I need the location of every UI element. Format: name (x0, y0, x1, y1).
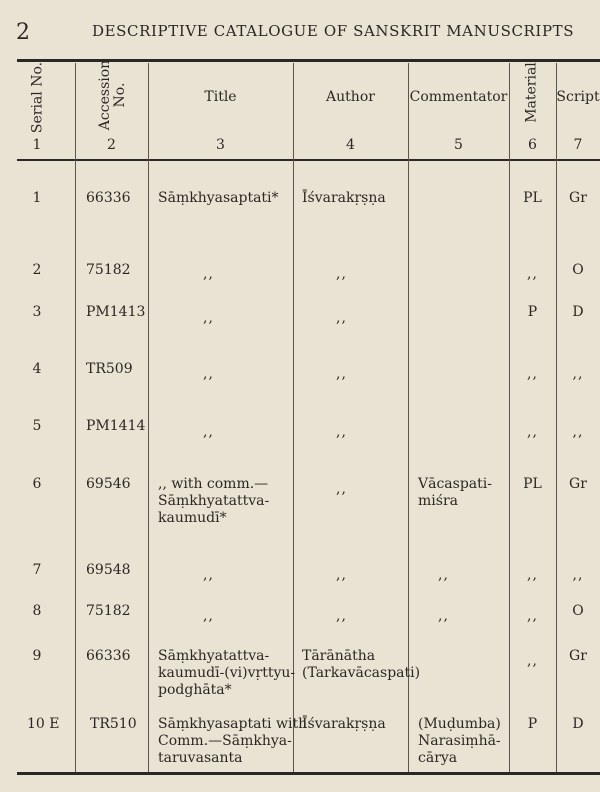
col-number: 6 (528, 137, 537, 153)
cell-material: ,, (527, 266, 538, 282)
cell-title: ,, (203, 424, 214, 440)
cell-serial: 3 (32, 304, 42, 320)
cell-script: ,, (572, 366, 584, 382)
col-number: 7 (573, 137, 583, 153)
cell-accession: TR509 (86, 361, 133, 377)
cell-accession: 66336 (86, 190, 131, 206)
cell-title: ,, (203, 366, 214, 382)
cell-title: ,, (203, 567, 214, 583)
page-number: 2 (16, 20, 30, 45)
running-head: DESCRIPTIVE CATALOGUE OF SANSKRIT MANUSCRIPTS (92, 22, 575, 40)
column-divider (556, 63, 557, 772)
col-header-material: Material (523, 62, 540, 123)
col-number: 4 (346, 137, 355, 153)
column-divider (75, 63, 76, 772)
cell-author: ,, (336, 608, 347, 624)
col-header-commentator: Commentator (409, 89, 508, 105)
cell-material: ,, (527, 366, 538, 382)
cell-script: O (572, 262, 584, 278)
cell-title: ,, with comm.— Sāṃkhyatattva- kaumudī* (158, 476, 270, 526)
cell-commentator: ,, (438, 567, 449, 583)
cell-serial: 4 (32, 361, 42, 377)
col-number: 3 (216, 137, 225, 153)
cell-script: ,, (572, 567, 584, 583)
cell-serial: 6 (32, 476, 42, 492)
cell-material: PL (523, 190, 542, 206)
cell-script: ,, (572, 424, 584, 440)
col-number: 5 (454, 137, 463, 153)
col-header-title: Title (204, 89, 237, 105)
col-number: 2 (107, 137, 116, 153)
cell-accession: TR510 (90, 716, 137, 732)
cell-author: ,, (336, 366, 347, 382)
cell-material: P (527, 304, 538, 320)
column-divider (148, 63, 149, 772)
cell-serial: 10 E (27, 716, 60, 732)
cell-script: Gr (569, 476, 587, 492)
col-header-accession: Accession No. (97, 59, 128, 131)
cell-material: P (527, 716, 538, 732)
cell-script: Gr (569, 190, 587, 206)
cell-author: ,, (336, 481, 347, 497)
cell-material: ,, (527, 608, 538, 624)
cell-serial: 9 (32, 648, 42, 664)
cell-author: Īśvarakṛṣṇa (302, 716, 386, 732)
col-number: 1 (32, 137, 42, 153)
cell-material: ,, (527, 653, 538, 669)
col-header-script: Script (556, 89, 600, 105)
cell-author: ,, (336, 567, 347, 583)
cell-serial: 8 (32, 603, 42, 619)
cell-title: Sāṃkhyasaptati with Comm.—Sāṃkhya- taruvasanta (158, 716, 308, 766)
cell-material: ,, (527, 567, 538, 583)
cell-script: D (572, 304, 584, 320)
cell-author: ,, (336, 424, 347, 440)
cell-accession: 75182 (86, 262, 131, 278)
cell-material: ,, (527, 424, 538, 440)
header-rule (17, 159, 600, 161)
cell-title: ,, (203, 266, 214, 282)
cell-serial: 5 (32, 418, 42, 434)
cell-title: ,, (203, 310, 214, 326)
cell-accession: 75182 (86, 603, 131, 619)
cell-accession: PM1413 (86, 304, 146, 320)
cell-commentator: ,, (438, 608, 449, 624)
col-header-serial: Serial No. (29, 61, 46, 134)
cell-script: Gr (569, 648, 587, 664)
cell-accession: 69548 (86, 562, 131, 578)
cell-author: Tārānātha (Tarkavācaspati) (302, 648, 421, 681)
cell-material: PL (523, 476, 542, 492)
cell-script: O (572, 603, 584, 619)
cell-title: Sāṃkhyatattva- kaumudī-(vi)vṛttyu- podghāta* (158, 648, 296, 698)
cell-serial: 2 (32, 262, 42, 278)
cell-author: ,, (336, 266, 347, 282)
cell-commentator: (Muḍumba) Narasiṃhā- cārya (418, 716, 501, 766)
cell-serial: 7 (32, 562, 42, 578)
cell-title: ,, (203, 608, 214, 624)
cell-commentator: Vācaspati- miśra (418, 476, 492, 509)
cell-author: ,, (336, 310, 347, 326)
cell-serial: 1 (32, 190, 42, 206)
cell-accession: 66336 (86, 648, 131, 664)
bottom-rule (17, 772, 600, 775)
col-header-author: Author (326, 89, 375, 105)
cell-title: Sāṃkhyasaptati* (158, 190, 279, 206)
cell-script: D (572, 716, 584, 732)
cell-accession: 69546 (86, 476, 131, 492)
cell-author: Īśvarakṛṣṇa (302, 190, 386, 206)
cell-accession: PM1414 (86, 418, 146, 434)
